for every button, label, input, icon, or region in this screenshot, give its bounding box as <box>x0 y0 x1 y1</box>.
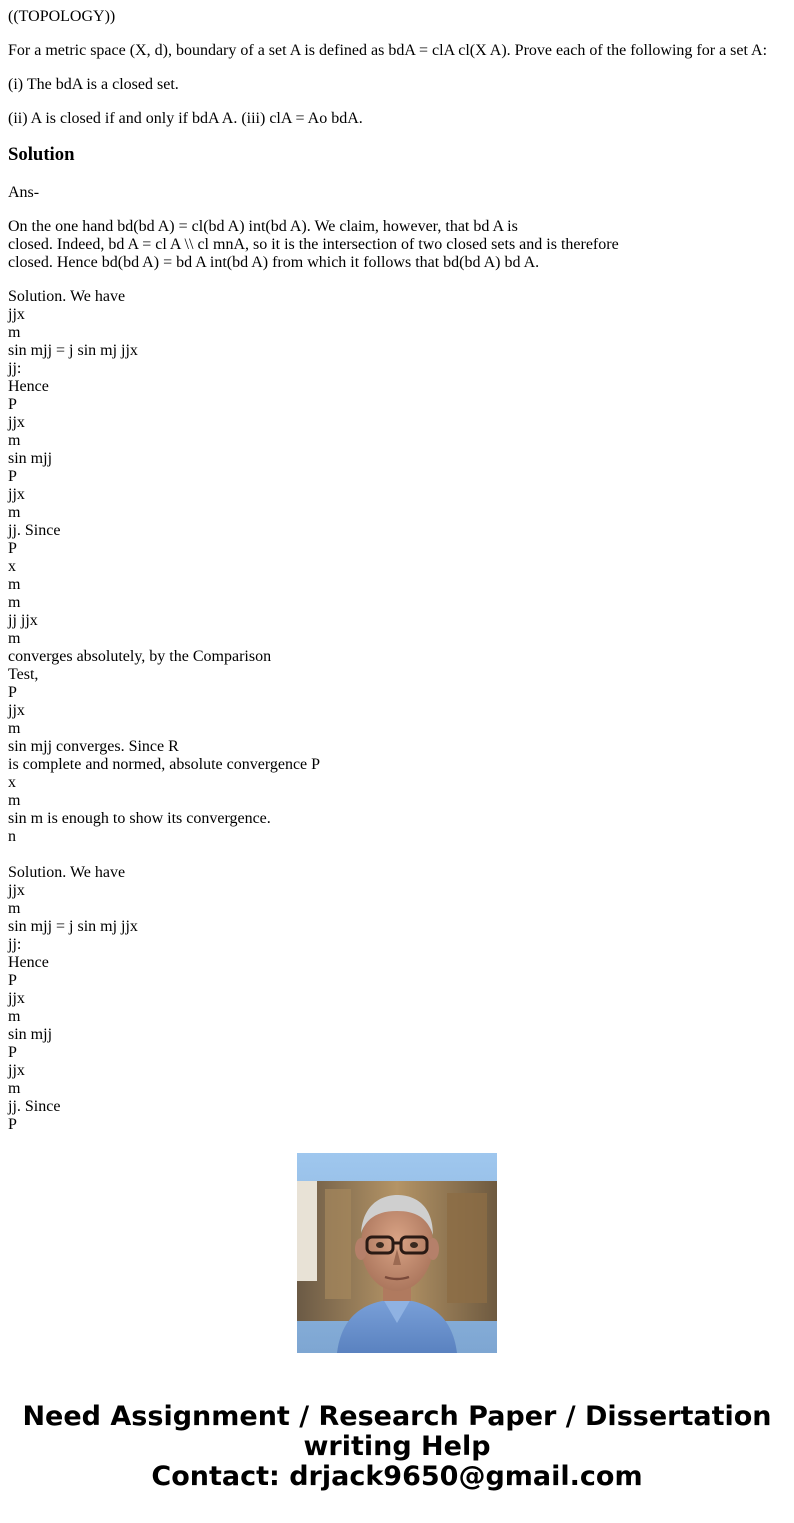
solution-line: is complete and normed, absolute convergence P <box>8 756 321 773</box>
proof-line: closed. Hence bd(bd A) = bd A int(bd A) from which it follows that bd(bd A) bd A. <box>8 254 540 271</box>
solution-line: sin mjj <box>8 450 53 467</box>
solution-line: P <box>8 684 17 701</box>
solution-line: sin mjj = j sin mj jjx <box>8 918 138 935</box>
solution-line: P <box>8 972 17 989</box>
promo-contact: Contact: drjack9650@gmail.com <box>151 1461 643 1492</box>
answer-label: Ans- <box>8 184 40 201</box>
solution-line: m <box>8 1008 21 1025</box>
promo-line-2: writing Help <box>303 1431 491 1462</box>
solution-line: P <box>8 1116 17 1133</box>
solution-line: P <box>8 396 17 413</box>
promo-banner <box>0 1402 794 1492</box>
solution-line: P <box>8 468 17 485</box>
solution-line: m <box>8 504 21 521</box>
article-body <box>8 8 788 862</box>
solution-line: jjx <box>8 414 25 431</box>
solution-line: jj: <box>8 360 22 377</box>
solution-line: m <box>8 630 21 647</box>
solution-block-2 <box>8 864 788 1133</box>
promo-line-1: Need Assignment / Research Paper / Dissertation <box>22 1401 772 1432</box>
solution-line: sin m is enough to show its convergence. <box>8 810 271 827</box>
solution-line: n <box>8 828 16 845</box>
solution-line: jj jjx <box>8 612 38 629</box>
solution-line: m <box>8 432 21 449</box>
solution-line: jjx <box>8 990 25 1007</box>
solution-line: converges absolutely, by the Comparison <box>8 648 272 665</box>
solution-line: Solution. We have <box>8 288 126 305</box>
solution-line: jjx <box>8 882 25 899</box>
solution-line: m <box>8 792 21 809</box>
solution-heading: Solution <box>8 144 75 165</box>
solution-line: P <box>8 540 17 557</box>
author-avatar <box>297 1153 497 1353</box>
solution-line: P <box>8 1044 17 1061</box>
question-part-ii-iii: (ii) A is closed if and only if bdA A. (iii) clA = Ao bdA. <box>8 110 363 127</box>
solution-line: jj: <box>8 936 22 953</box>
solution-line: m <box>8 720 21 737</box>
solution-block-1 <box>8 288 788 846</box>
solution-line: jjx <box>8 306 25 323</box>
proof-line: On the one hand bd(bd A) = cl(bd A) int(bd A). We claim, however, that bd A is <box>8 218 518 235</box>
solution-line: sin mjj converges. Since R <box>8 738 179 755</box>
question-category: ((TOPOLOGY)) <box>8 8 116 25</box>
solution-line: m <box>8 1080 21 1097</box>
solution-line: x <box>8 558 16 575</box>
solution-line: Solution. We have <box>8 864 126 881</box>
proof-line: closed. Indeed, bd A = cl A \\ cl mnA, so it is the intersection of two closed sets and is therefore <box>8 236 619 253</box>
solution-line: m <box>8 576 21 593</box>
solution-line: Test, <box>8 666 39 683</box>
question-part-i: (i) The bdA is a closed set. <box>8 76 179 93</box>
solution-line: jj. Since <box>8 522 61 539</box>
solution-line: m <box>8 594 21 611</box>
solution-line: x <box>8 774 16 791</box>
solution-line: m <box>8 900 21 917</box>
solution-line: m <box>8 324 21 341</box>
solution-line: Hence <box>8 954 49 971</box>
solution-line: jj. Since <box>8 1098 61 1115</box>
solution-line: sin mjj = j sin mj jjx <box>8 342 138 359</box>
solution-line: sin mjj <box>8 1026 53 1043</box>
solution-line: jjx <box>8 702 25 719</box>
solution-line: Hence <box>8 378 49 395</box>
author-portrait-image <box>297 1153 497 1353</box>
solution-line: jjx <box>8 1062 25 1079</box>
proof-paragraph <box>8 218 788 272</box>
question-prompt: For a metric space (X, d), boundary of a set A is defined as bdA = clA cl(X A). Prove each of the following for a set A: <box>8 42 768 59</box>
solution-line: jjx <box>8 486 25 503</box>
